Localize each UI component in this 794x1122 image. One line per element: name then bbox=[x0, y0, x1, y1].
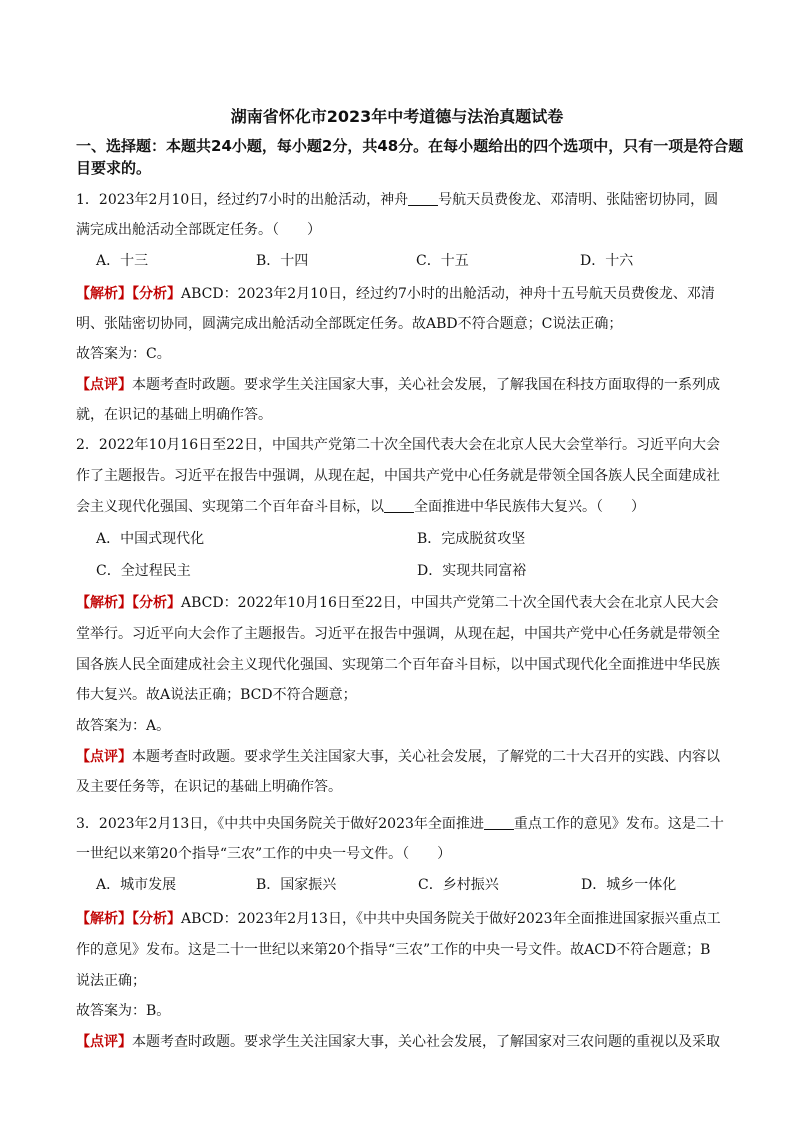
question-1-line-2: 满完成出舱活动全部既定任务。（ ） bbox=[76, 222, 321, 238]
q2-analysis-line-1 bbox=[76, 592, 719, 612]
analysis-tag: 【解析】 bbox=[76, 595, 132, 611]
q3-analysis-line-3: 说法正确； bbox=[76, 973, 146, 989]
page-title: 湖南省怀化市2023年中考道德与法治真题试卷 bbox=[230, 107, 564, 126]
fenxi-tag: 【分析】 bbox=[132, 286, 181, 302]
q1-analysis-line-2: 明、张陆密切协同，圆满完成出舱活动全部既定任务。故ABD不符合题意；C说法正确； bbox=[76, 316, 623, 332]
q2-option-a[interactable]: A．中国式现代化 bbox=[96, 531, 205, 547]
comment-tag: 【点评】 bbox=[76, 749, 132, 765]
section-heading: 一、选择题：本题共24小题，每小题2分，共48分。在每小题给出的四个选项中，只有一项是符合题目要求的。 bbox=[76, 137, 744, 177]
question-1-line-1 bbox=[76, 189, 718, 209]
q3-comment-text: 本题考查时政题。要求学生关注国家大事，关心社会发展，了解国家对三农问题的重视以及采取 bbox=[132, 1034, 720, 1050]
q1-option-b[interactable]: B．十四 bbox=[256, 253, 309, 269]
q1-analysis-text: ABCD：2023年2月10日，经过约7小时的出舱活动，神舟十五号航天员费俊龙、邓清 bbox=[181, 286, 715, 302]
q3-analysis-line-1 bbox=[76, 908, 721, 928]
q3-option-b[interactable]: B．国家振兴 bbox=[256, 877, 337, 893]
q3-text-a: 3．2023年2月13日，《中共中央国务院关于做好2023年全面推进 bbox=[76, 816, 484, 832]
q2-blank bbox=[384, 498, 414, 513]
question-2-line-2: 作了主题报告。习近平在报告中强调，从现在起，中国共产党中心任务就是带领全国各族人民全面建成社 bbox=[76, 468, 720, 484]
q1-blank bbox=[408, 191, 438, 206]
q3-analysis-text: ABCD：2023年2月13日，《中共中央国务院关于做好2023年全面推进国家振兴重点工 bbox=[181, 911, 721, 927]
q1-option-d[interactable]: D．十六 bbox=[580, 253, 634, 269]
comment-tag: 【点评】 bbox=[76, 1034, 132, 1050]
q2-analysis-line-3: 国各族人民全面建成社会主义现代化强国、实现第二个百年奋斗目标，以中国式现代化全面推进中华民族 bbox=[76, 657, 720, 673]
q2-analysis-line-4: 伟大复兴。故A说法正确；BCD不符合题意； bbox=[76, 687, 357, 703]
q2-option-b[interactable]: B．完成脱贫攻坚 bbox=[417, 531, 526, 547]
q2-option-c[interactable]: C．全过程民主 bbox=[96, 563, 191, 579]
q2-comment-line-2: 及主要任务等，在识记的基础上明确作答。 bbox=[76, 779, 342, 795]
question-3-line-1 bbox=[76, 813, 724, 833]
q3-blank bbox=[484, 815, 514, 830]
q2-option-d[interactable]: D．实现共同富裕 bbox=[417, 563, 527, 579]
q1-option-a[interactable]: A．十三 bbox=[96, 253, 149, 269]
q2-analysis-text: ABCD：2022年10月16日至22日，中国共产党第二十次全国代表大会在北京人民大会 bbox=[181, 595, 719, 611]
q1-text-b: 号航天员费俊龙、邓清明、张陆密切协同，圆 bbox=[438, 192, 719, 208]
q1-answer: 故答案为：C。 bbox=[76, 346, 171, 362]
analysis-tag: 【解析】 bbox=[76, 286, 132, 302]
q3-analysis-line-2: 作的意见》发布。这是二十一世纪以来第20个指导“三农”工作的中央一号文件。故ACD不符合题意；B bbox=[76, 942, 711, 958]
q1-comment-line-1 bbox=[76, 374, 720, 394]
q3-option-d[interactable]: D．城乡一体化 bbox=[581, 877, 677, 893]
q3-option-a[interactable]: A．城市发展 bbox=[96, 877, 177, 893]
question-2-line-3 bbox=[76, 496, 645, 516]
question-3-line-2: 一世纪以来第20个指导“三农”工作的中央一号文件。（ ） bbox=[76, 846, 452, 862]
q2-text-a: 会主义现代化强国、实现第二个百年奋斗目标，以 bbox=[76, 499, 384, 515]
q3-text-b: 重点工作的意见》发布。这是二十 bbox=[513, 816, 724, 832]
q2-answer: 故答案为：A。 bbox=[76, 718, 171, 734]
question-2-line-1: 2．2022年10月16日至22日，中国共产党第二十次全国代表大会在北京人民大会堂举行。习近平向大会 bbox=[76, 437, 720, 453]
q2-comment-text: 本题考查时政题。要求学生关注国家大事，关心社会发展，了解党的二十大召开的实践、内容以 bbox=[132, 749, 720, 765]
q1-text-a: 1．2023年2月10日，经过约7小时的出舱活动，神舟 bbox=[76, 192, 409, 208]
q3-answer: 故答案为：B。 bbox=[76, 1003, 171, 1019]
fenxi-tag: 【分析】 bbox=[132, 595, 181, 611]
q3-option-c[interactable]: C．乡村振兴 bbox=[418, 877, 499, 893]
comment-tag: 【点评】 bbox=[76, 377, 132, 393]
fenxi-tag: 【分析】 bbox=[132, 911, 181, 927]
analysis-tag: 【解析】 bbox=[76, 911, 132, 927]
q2-analysis-line-2: 堂举行。习近平向大会作了主题报告。习近平在报告中强调，从现在起，中国共产党中心任务就是带领全 bbox=[76, 626, 720, 642]
q3-comment-line-1 bbox=[76, 1031, 720, 1051]
q1-analysis-line-1 bbox=[76, 283, 715, 303]
q1-comment-text: 本题考查时政题。要求学生关注国家大事，关心社会发展，了解我国在科技方面取得的一系列成 bbox=[132, 377, 720, 393]
q2-text-b: 全面推进中华民族伟大复兴。（ ） bbox=[414, 499, 645, 515]
q2-comment-line-1 bbox=[76, 746, 720, 766]
q1-option-c[interactable]: C．十五 bbox=[416, 253, 469, 269]
q1-comment-line-2: 就，在识记的基础上明确作答。 bbox=[76, 407, 272, 423]
